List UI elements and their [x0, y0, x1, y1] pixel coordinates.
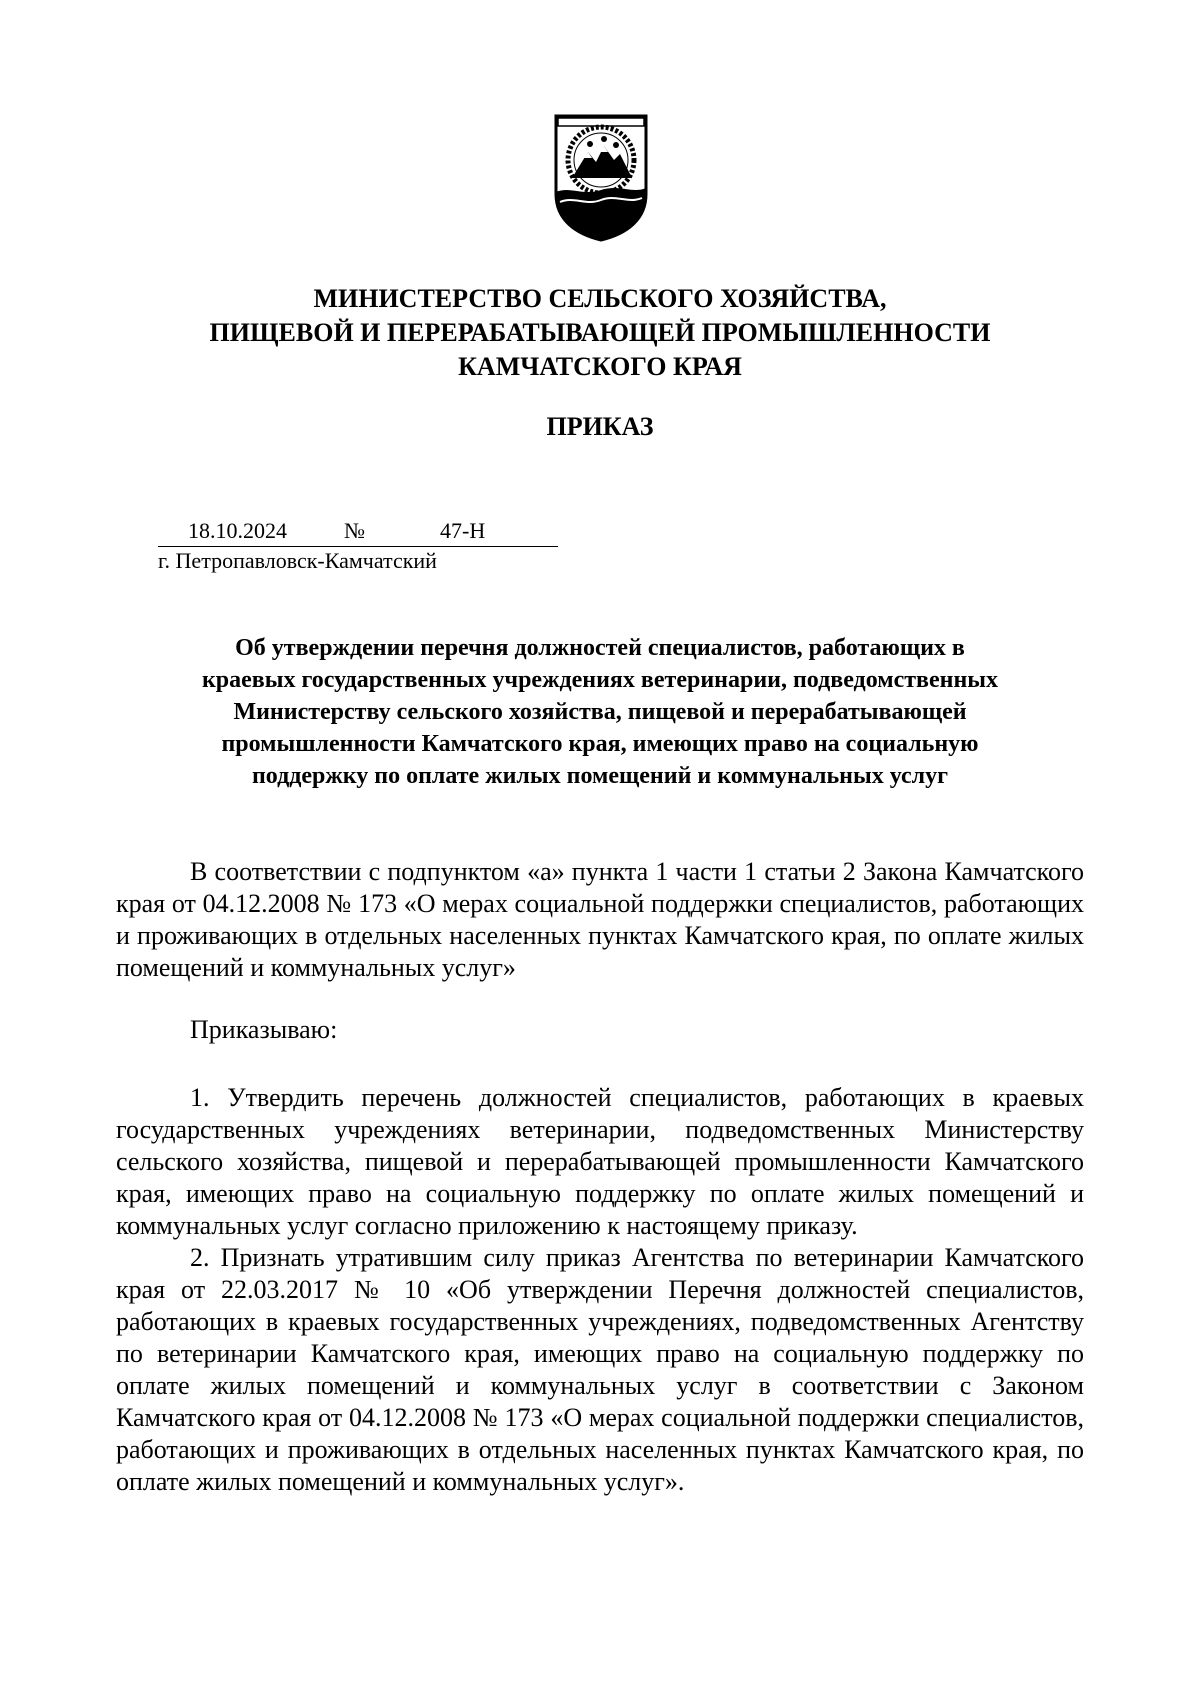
subject-line: промышленности Камчатского края, имеющих право на социальную — [221, 731, 979, 757]
number-sign: № — [344, 518, 365, 543]
order-word-paragraph — [116, 1014, 1084, 1046]
order-date: 18.10.2024 — [188, 518, 287, 543]
document-type: ПРИКАЗ — [546, 412, 654, 441]
order-word: Приказываю: — [190, 1015, 338, 1044]
order-item-1: 1. Утвердить перечень должностей специалистов, работающих в краевых государственных учреждениях ветеринарии, подведомственных Министерству сельского хозяйства, пищевой и перерабатывающей промышленности Камчатского края, имеющих право на социальную поддержку по оплате жилых помещений и коммунальных услуг согласно приложению к настоящему приказу. — [116, 1083, 1084, 1240]
kamchatka-coat-of-arms-icon — [550, 112, 652, 242]
subject-line: Министерству сельского хозяйства, пищевой и перерабатывающей — [233, 699, 967, 725]
ministry-line: ПИЩЕВОЙ И ПЕРЕРАБАТЫВАЮЩЕЙ ПРОМЫШЛЕННОСТИ — [209, 318, 991, 347]
order-subject — [120, 632, 1080, 792]
order-items — [116, 1082, 1084, 1498]
ministry-line: КАМЧАТСКОГО КРАЯ — [458, 352, 742, 381]
date-number-line — [158, 516, 558, 547]
order-number: 47-Н — [440, 518, 486, 543]
subject-line: краевых государственных учреждениях ветеринарии, подведомственных — [201, 667, 999, 693]
legal-basis-paragraph — [116, 856, 1084, 984]
subject-line: поддержку по оплате жилых помещений и коммунальных услуг — [251, 763, 949, 789]
subject-line: Об утверждении перечня должностей специалистов, работающих в — [235, 635, 965, 661]
ministry-line: МИНИСТЕРСТВО СЕЛЬСКОГО ХОЗЯЙСТВА, — [313, 284, 887, 313]
order-item-2: 2. Признать утратившим силу приказ Агентства по ветеринарии Камчатского края от 22.03.2017 № 10 «Об утверждении Перечня должностей специалистов, работающих в краевых государственных учреждениях, подведомственных Агентству по ветеринарии Камчатского края, имеющих право на социальную поддержку по оплате жилых помещений и коммунальных услуг в соответствии с Законом Камчатского края от 04.12.2008 № 173 «О мерах социальной поддержки специалистов, работающих и проживающих в отдельных населенных пунктах Камчатского края, по оплате жилых помещений и коммунальных услуг». — [116, 1243, 1084, 1496]
city-name: г. Петропавловск-Камчатский — [158, 548, 437, 573]
legal-basis-text: В соответствии с подпунктом «а» пункта 1 части 1 статьи 2 Закона Камчатского края от 04.12.2008 № 173 «О мерах социальной поддержки специалистов, работающих и проживающих в отдельных населенных пунктах Камчатского края, по оплате жилых помещений и коммунальных услуг» — [116, 857, 1084, 982]
ministry-name — [120, 282, 1080, 384]
